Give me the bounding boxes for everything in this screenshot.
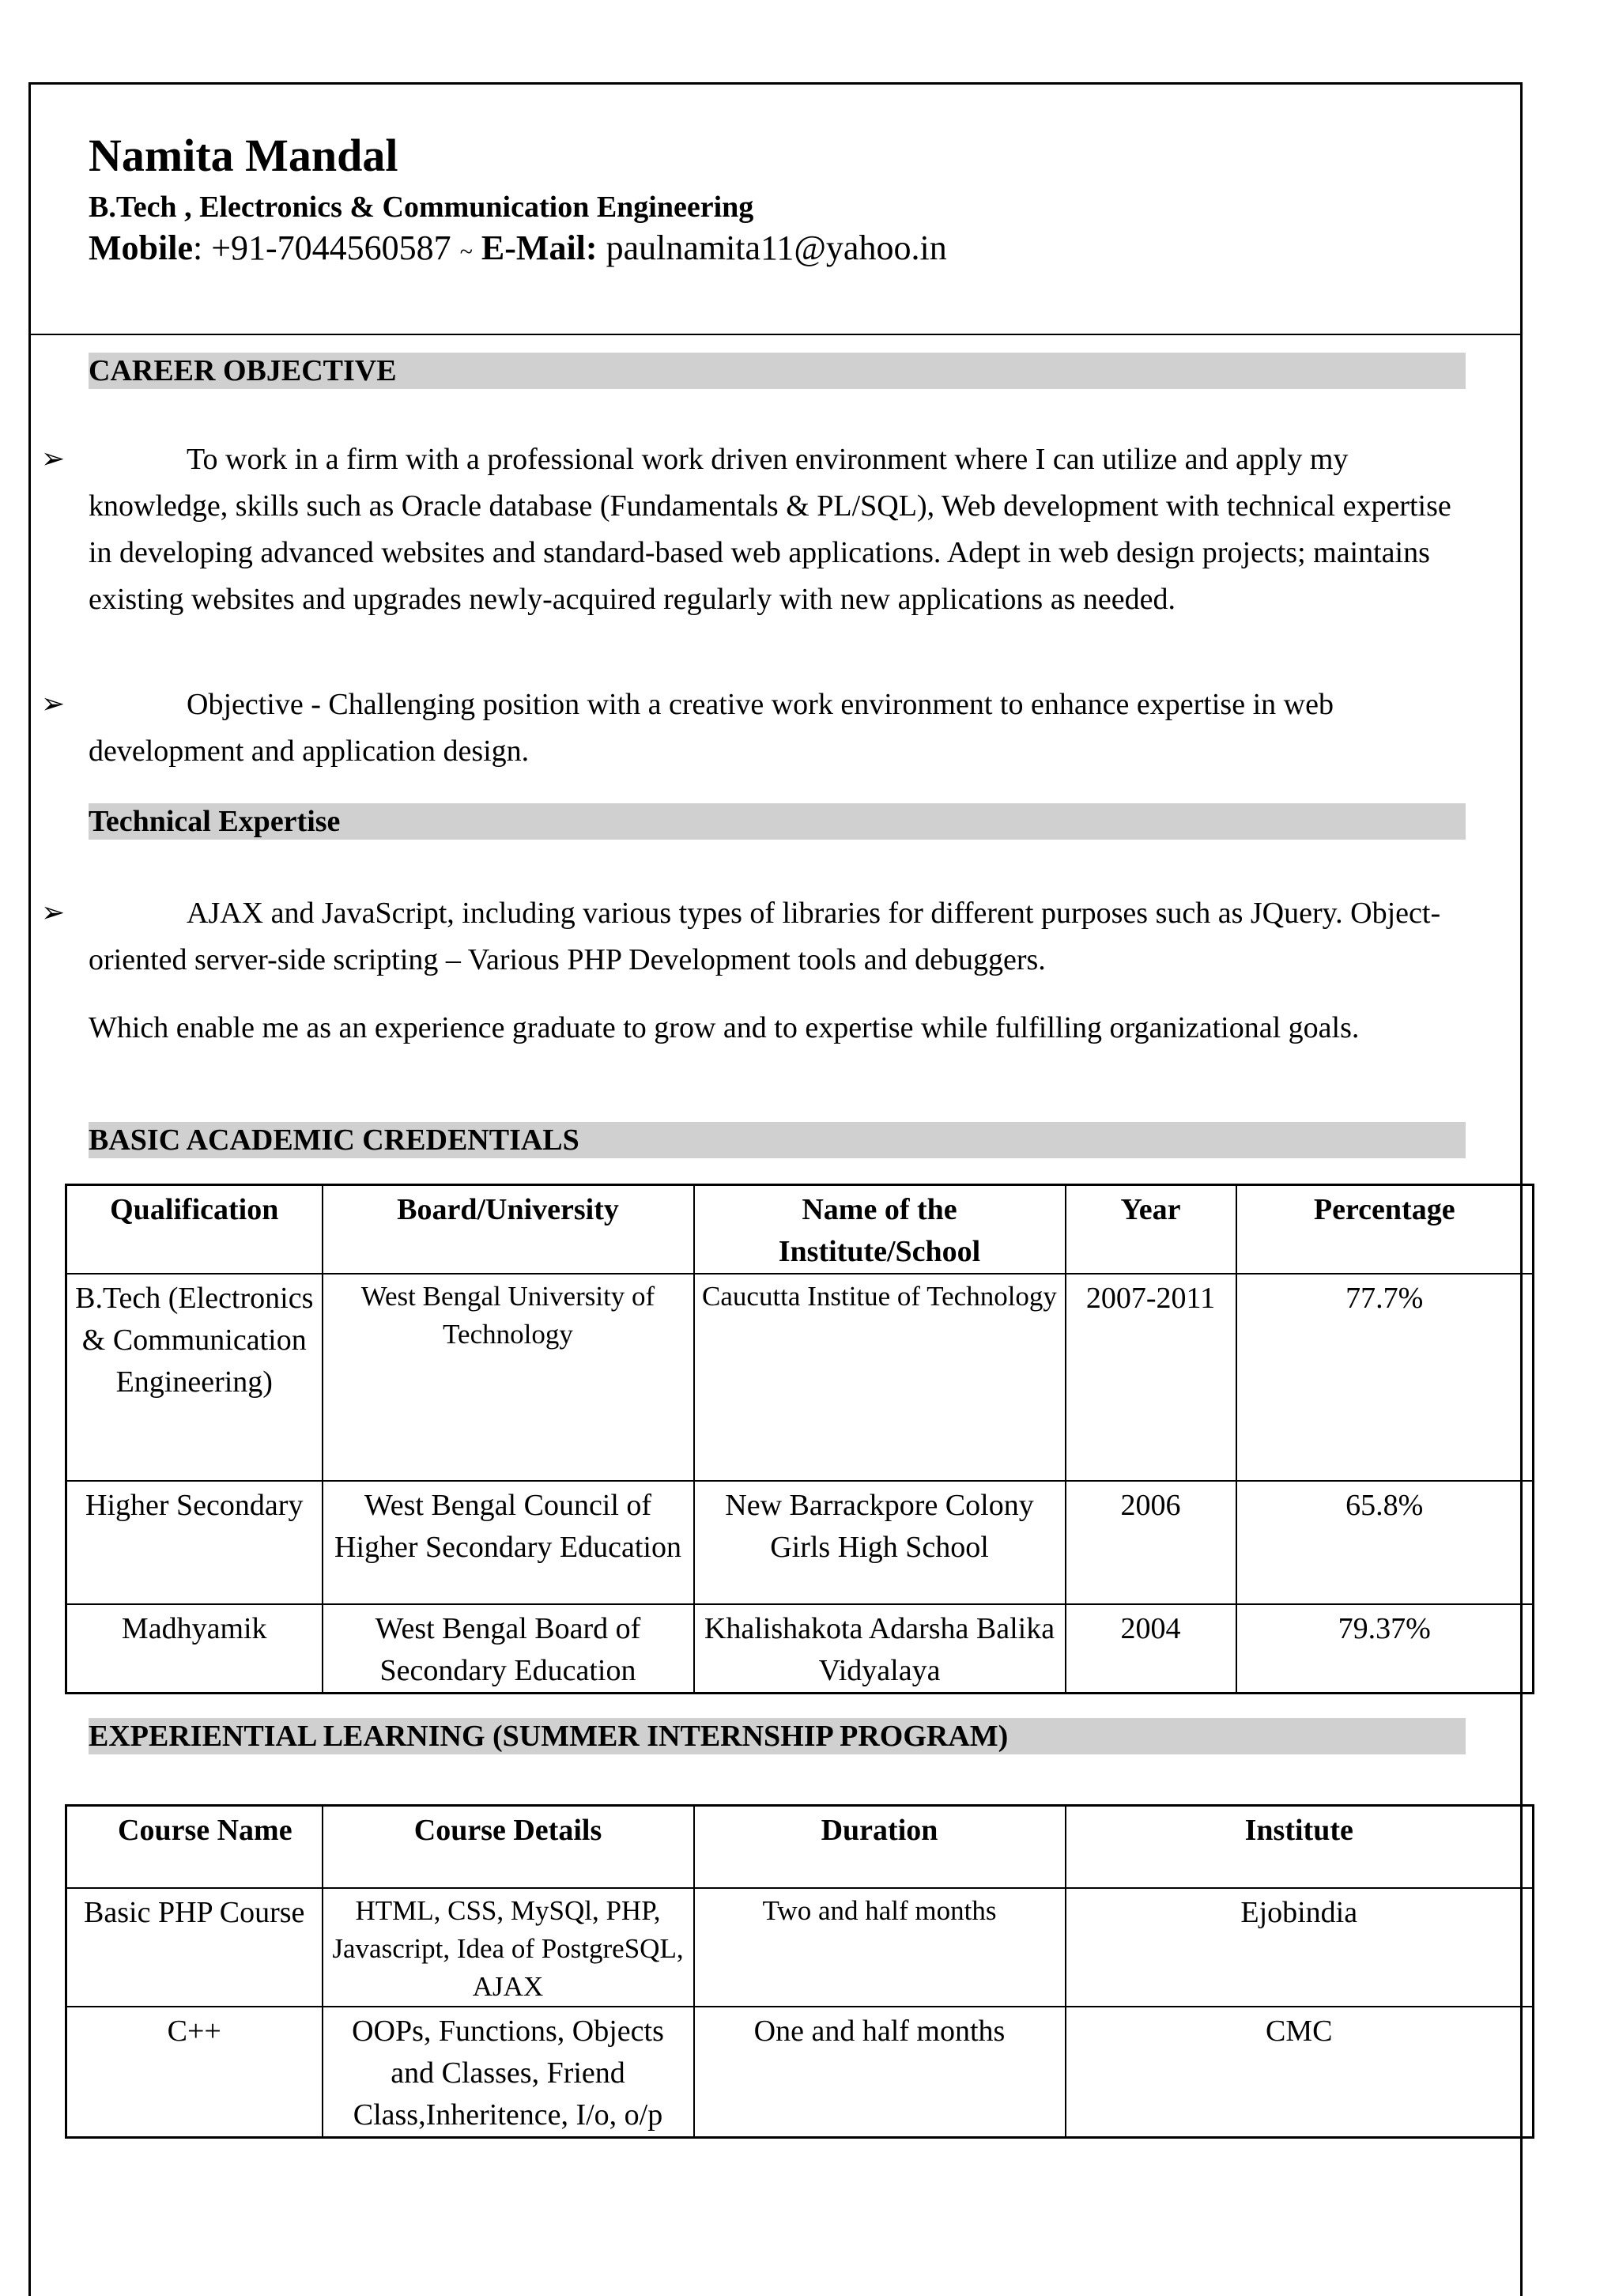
email-value: paulnamita11@yahoo.in: [597, 228, 947, 267]
column-header: Duration: [694, 1806, 1066, 1888]
course-name-cell: Basic PHP Course: [66, 1888, 323, 2007]
qualification-cell: B.Tech (Electronics & Communication Engineering): [66, 1274, 323, 1481]
career-objective-heading: CAREER OBJECTIVE: [89, 353, 1466, 389]
year-cell: 2007-2011: [1066, 1274, 1236, 1481]
academics-table: [65, 1184, 1534, 1694]
table-row: [66, 2007, 1534, 2138]
career-objective-item-1: To work in a firm with a professional work driven environment where I can utilize and apply my knowledge, skills such as Oracle database (Fundamentals & PL/SQL), Web development with technical expertise in developing advanced websites and standard-based web applications. Adept in web design projects; maintains existing websites and upgrades newly-acquired regularly with new applications as needed.: [89, 443, 1451, 616]
email-label: E-Mail:: [481, 228, 598, 267]
mobile-label: Mobile: [89, 228, 193, 267]
academics-header-row: [66, 1185, 1534, 1275]
candidate-name: Namita Mandal: [89, 130, 398, 181]
column-header: Board/University: [323, 1185, 694, 1275]
header-divider: [28, 334, 1523, 335]
year-cell: 2004: [1066, 1604, 1236, 1694]
contact-line: [89, 228, 947, 267]
bullet-icon: ➢: [41, 897, 66, 928]
board-cell: West Bengal University of Technology: [323, 1274, 694, 1481]
percentage-cell: 65.8%: [1236, 1481, 1534, 1604]
table-row: [66, 1274, 1534, 1481]
internship-header-row: [66, 1806, 1534, 1888]
internship-table: [65, 1804, 1534, 2139]
internship-heading: EXPERIENTIAL LEARNING (SUMMER INTERNSHIP PROGRAM): [89, 1718, 1466, 1754]
bullet-icon: ➢: [41, 443, 66, 474]
bullet-icon: ➢: [41, 688, 66, 719]
technical-expertise-closing: Which enable me as an experience graduate to grow and to expertise while fulfilling organizational goals.: [89, 1011, 1360, 1044]
table-row: [66, 1888, 1534, 2007]
qualification-cell: Higher Secondary: [66, 1481, 323, 1604]
qualification-cell: Madhyamik: [66, 1604, 323, 1694]
mobile-value: : +91-7044560587: [192, 228, 451, 267]
percentage-cell: 77.7%: [1236, 1274, 1534, 1481]
column-header: Percentage: [1236, 1185, 1534, 1275]
column-header: Qualification: [66, 1185, 323, 1275]
duration-cell: Two and half months: [694, 1888, 1066, 2007]
candidate-degree: B.Tech , Electronics & Communication Engineering: [89, 191, 754, 224]
institute-cell: Ejobindia: [1066, 1888, 1534, 2007]
table-row: [66, 1481, 1534, 1604]
year-cell: 2006: [1066, 1481, 1236, 1604]
technical-expertise-item-1: AJAX and JavaScript, including various types of libraries for different purposes such as JQuery. Object-oriented server-side scripting – Various PHP Development tools and debuggers.: [89, 897, 1441, 976]
career-objective-item-2: Objective - Challenging position with a creative work environment to enhance expertise in web development and application design.: [89, 688, 1334, 768]
institute-cell: Khalishakota Adarsha Balika Vidyalaya: [694, 1604, 1066, 1694]
contact-separator: ~: [459, 239, 473, 265]
academics-heading: BASIC ACADEMIC CREDENTIALS: [89, 1122, 1466, 1158]
institute-cell: CMC: [1066, 2007, 1534, 2138]
technical-expertise-heading: Technical Expertise: [89, 803, 1466, 840]
institute-cell: New Barrackpore Colony Girls High School: [694, 1481, 1066, 1604]
course-name-cell: C++: [66, 2007, 323, 2138]
course-details-cell: OOPs, Functions, Objects and Classes, Friend Class,Inheritence, I/o, o/p: [323, 2007, 694, 2138]
institute-cell: Caucutta Institue of Technology: [694, 1274, 1066, 1481]
course-details-cell: HTML, CSS, MySQl, PHP, Javascript, Idea of PostgreSQL, AJAX: [323, 1888, 694, 2007]
column-header: Year: [1066, 1185, 1236, 1275]
table-row: [66, 1604, 1534, 1694]
board-cell: West Bengal Council of Higher Secondary Education: [323, 1481, 694, 1604]
board-cell: West Bengal Board of Secondary Education: [323, 1604, 694, 1694]
column-header: Course Details: [323, 1806, 694, 1888]
column-header: Course Name: [66, 1806, 323, 1888]
column-header: Name of the Institute/School: [694, 1185, 1066, 1275]
column-header: Institute: [1066, 1806, 1534, 1888]
percentage-cell: 79.37%: [1236, 1604, 1534, 1694]
duration-cell: One and half months: [694, 2007, 1066, 2138]
